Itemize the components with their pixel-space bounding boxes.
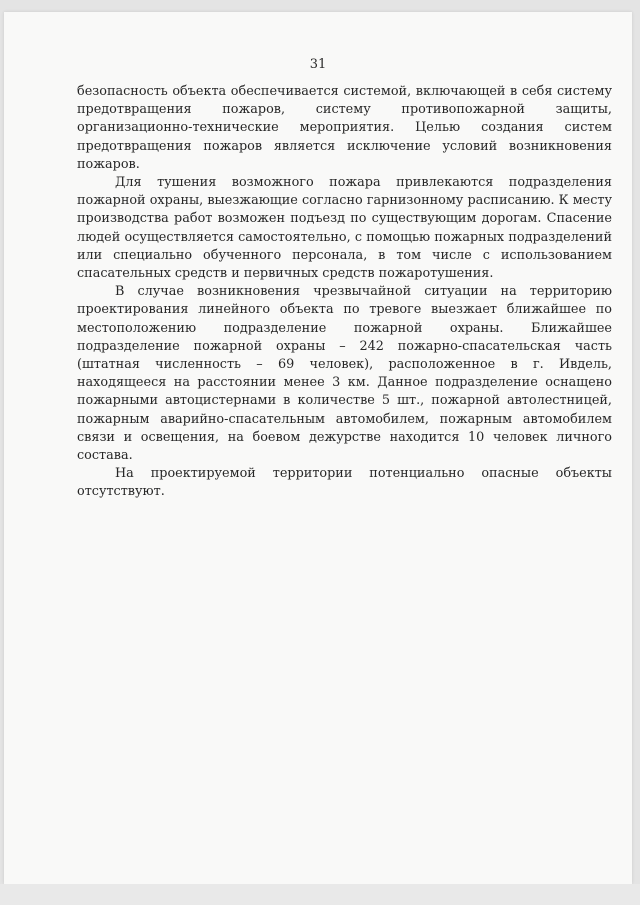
document-page (4, 12, 632, 884)
paragraph-2: Для тушения возможного пожара привлекаются подразделения пожарной охраны, выезжающие согласно гарнизонному расписанию. К месту производства работ возможен подъезд по существующим дорогам. Спасение людей осуществляется самостоятельно, с помощью пожарных подразделений или специально обученного персонала, в том числе с использованием спасательных средств и первичных средств пожаротушения. (77, 175, 612, 282)
scan-bottom-margin (0, 884, 640, 905)
paragraph-3: В случае возникновения чрезвычайной ситуации на территорию проектирования линейного объекта по тревоге выезжает ближайшее по местоположению подразделение пожарной охраны. Ближайшее подразделение пожарной охраны – 242 пожарно-спасательская часть (штатная численность – 69 человек), расположенное в г. Ивдель, находящееся на расстоянии менее 3 км. Данное подразделение оснащено пожарными автоцистернами в количестве 5 шт., пожарной автолестницей, пожарным аварийно-спасательным автомобилем, пожарным автомобилем связи и освещения, на боевом дежурстве находится 10 человек личного состава. (77, 284, 612, 464)
paragraph-1: безопасность объекта обеспечивается системой, включающей в себя систему предотвращения пожаров, систему противопожарной защиты, организационно-технические мероприятия. Целью создания систем предотвращения пожаров является исключение условий возникновения пожаров. (77, 84, 612, 172)
page-number: 31 (309, 57, 327, 72)
document-body (77, 83, 612, 502)
paragraph-4: На проектируемой территории потенциально опасные объекты отсутствуют. (77, 466, 612, 500)
